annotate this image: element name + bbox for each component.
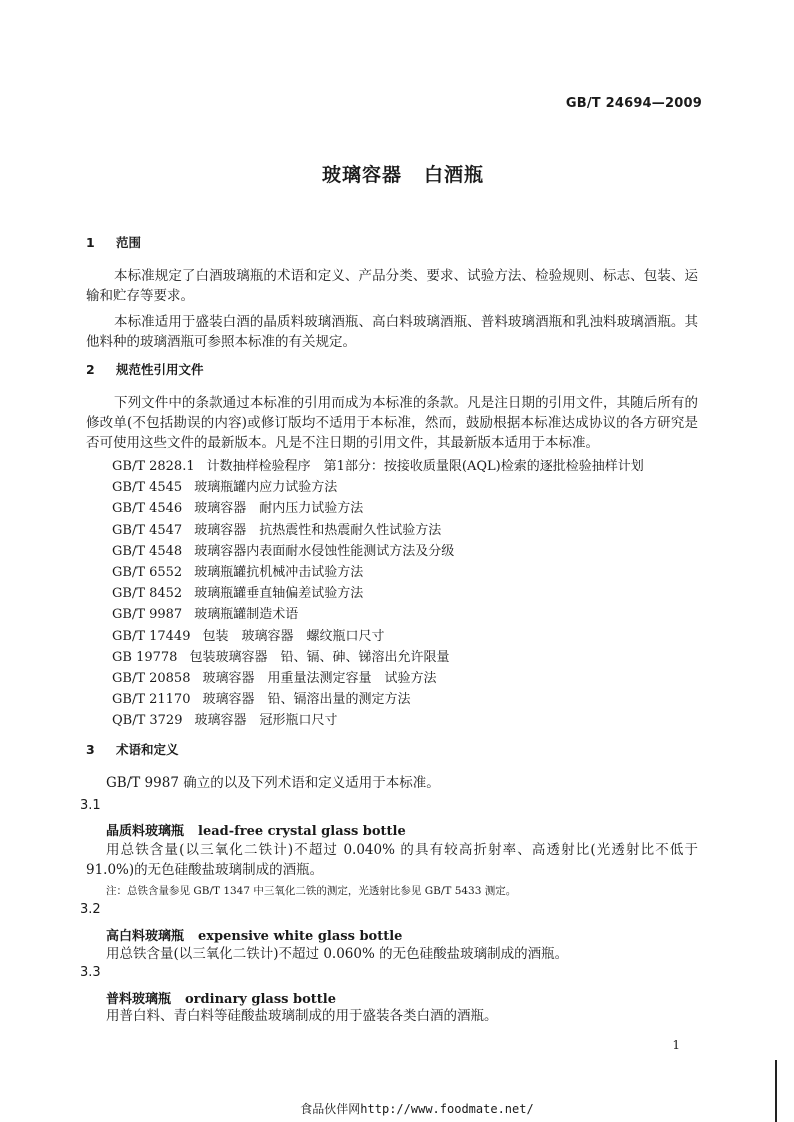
reference-title: 玻璃容器 耐内压力试验方法 bbox=[194, 501, 364, 517]
reference-code: GB 19778 bbox=[112, 649, 178, 665]
term-heading bbox=[106, 988, 336, 1007]
reference-code: GB/T 20858 bbox=[112, 670, 191, 686]
document-title bbox=[0, 160, 794, 187]
page-number: 1 bbox=[672, 1038, 680, 1052]
term-number: 3.2 bbox=[80, 902, 101, 917]
term-definition: 用总铁含量(以三氧化二铁计)不超过 0.060% 的无色硅酸盐玻璃制成的酒瓶。 bbox=[106, 946, 569, 962]
reference-item bbox=[112, 604, 644, 625]
reference-item bbox=[112, 520, 644, 541]
reference-code: GB/T 17449 bbox=[112, 628, 191, 644]
reference-title: 玻璃瓶罐制造术语 bbox=[194, 607, 299, 623]
reference-item bbox=[112, 477, 644, 498]
term-note: 注：总铁含量参见 GB/T 1347 中三氧化二铁的测定，光透射比参见 GB/T 5433 测定。 bbox=[106, 885, 517, 897]
reference-code: GB/T 8452 bbox=[112, 586, 183, 602]
term-heading bbox=[106, 820, 406, 839]
reference-item bbox=[112, 456, 644, 477]
section-title: 术语和定义 bbox=[116, 742, 179, 757]
reference-title: 计数抽样检验程序 第1部分：按接收质量限(AQL)检索的逐批检验抽样计划 bbox=[206, 459, 644, 474]
section-1-heading bbox=[86, 233, 141, 251]
reference-code: GB/T 6552 bbox=[112, 564, 183, 580]
reference-code: GB/T 2828.1 bbox=[112, 459, 195, 474]
reference-title: 玻璃容器 抗热震性和热震耐久性试验方法 bbox=[194, 522, 442, 538]
reference-title: 玻璃瓶罐内应力试验方法 bbox=[194, 480, 338, 496]
reference-title: 包装 玻璃容器 螺纹瓶口尺寸 bbox=[202, 628, 385, 644]
reference-item bbox=[112, 689, 644, 710]
reference-code: GB/T 4548 bbox=[112, 543, 183, 559]
term-en: expensive white glass bottle bbox=[198, 929, 403, 944]
standard-code: GB/T 24694—2009 bbox=[565, 96, 702, 111]
title-part-2: 白酒瓶 bbox=[424, 164, 485, 186]
reference-title: 玻璃容器 铅、镉溶出量的测定方法 bbox=[202, 692, 411, 708]
term-definition: 用总铁含量(以三氧化二铁计)不超过 0.040% 的具有较高折射率、高透射比(光透射比不低于 91.0%)的无色硅酸盐玻璃制成的酒瓶。 bbox=[86, 842, 698, 878]
section-number: 3 bbox=[86, 742, 95, 757]
section-2-heading bbox=[86, 360, 204, 378]
section-title: 范围 bbox=[116, 235, 142, 250]
reference-item bbox=[112, 541, 644, 562]
section-number: 2 bbox=[86, 362, 95, 377]
section-3-heading bbox=[86, 740, 179, 758]
term-number: 3.3 bbox=[80, 965, 101, 980]
term-zh: 晶质料玻璃瓶 bbox=[106, 824, 185, 839]
reference-code: GB/T 4547 bbox=[112, 522, 183, 538]
terms-intro: GB/T 9987 确立的以及下列术语和定义适用于本标准。 bbox=[106, 775, 440, 791]
term-zh: 普料玻璃瓶 bbox=[106, 992, 172, 1007]
scope-paragraph-2: 本标准适用于盛装白酒的晶质料玻璃酒瓶、高白料玻璃酒瓶、普料玻璃酒瓶和乳浊料玻璃酒瓶。其他料种的玻璃酒瓶可参照本标准的有关规定。 bbox=[86, 314, 698, 350]
term-number: 3.1 bbox=[80, 798, 101, 813]
footer-watermark: 食品伙伴网http://www.foodmate.net/ bbox=[300, 1102, 534, 1116]
reference-item bbox=[112, 710, 644, 731]
reference-item bbox=[112, 562, 644, 583]
reference-item bbox=[112, 583, 644, 604]
reference-item bbox=[112, 647, 644, 668]
reference-title: 玻璃瓶罐抗机械冲击试验方法 bbox=[194, 564, 364, 580]
reference-title: 玻璃容器内表面耐水侵蚀性能测试方法及分级 bbox=[194, 543, 455, 559]
reference-code: GB/T 4546 bbox=[112, 501, 183, 517]
section-number: 1 bbox=[86, 235, 95, 250]
term-en: ordinary glass bottle bbox=[185, 992, 336, 1007]
term-en: lead-free crystal glass bottle bbox=[198, 824, 406, 839]
reference-title: 玻璃容器 冠形瓶口尺寸 bbox=[194, 713, 338, 729]
reference-item bbox=[112, 668, 644, 689]
term-zh: 高白料玻璃瓶 bbox=[106, 929, 185, 944]
reference-code: QB/T 3729 bbox=[112, 713, 183, 729]
section-title: 规范性引用文件 bbox=[116, 362, 204, 377]
references-intro: 下列文件中的条款通过本标准的引用而成为本标准的条款。凡是注日期的引用文件，其随后所有的修改单(不包括勘误的内容)或修订版均不适用于本标准，然而，鼓励根据本标准达成协议的各方研究是否可使用这些文件的最新版本。凡是不注日期的引用文件，其最新版本适用于本标准。 bbox=[86, 395, 698, 451]
reference-code: GB/T 9987 bbox=[112, 607, 183, 623]
term-heading bbox=[106, 925, 402, 944]
term-definition: 用普白料、青白料等硅酸盐玻璃制成的用于盛装各类白酒的酒瓶。 bbox=[106, 1008, 498, 1024]
reference-code: GB/T 21170 bbox=[112, 692, 191, 708]
reference-item bbox=[112, 626, 644, 647]
title-part-1: 玻璃容器 bbox=[321, 164, 402, 186]
reference-list bbox=[112, 456, 644, 731]
reference-title: 玻璃瓶罐垂直轴偏差试验方法 bbox=[194, 586, 364, 602]
reference-title: 玻璃容器 用重量法测定容量 试验方法 bbox=[202, 670, 437, 686]
scope-paragraph-1: 本标准规定了白酒玻璃瓶的术语和定义、产品分类、要求、试验方法、检验规则、标志、包装、运输和贮存等要求。 bbox=[86, 268, 698, 304]
reference-item bbox=[112, 498, 644, 519]
reference-title: 包装玻璃容器 铅、镉、砷、锑溶出允许限量 bbox=[189, 649, 450, 665]
reference-code: GB/T 4545 bbox=[112, 480, 183, 496]
